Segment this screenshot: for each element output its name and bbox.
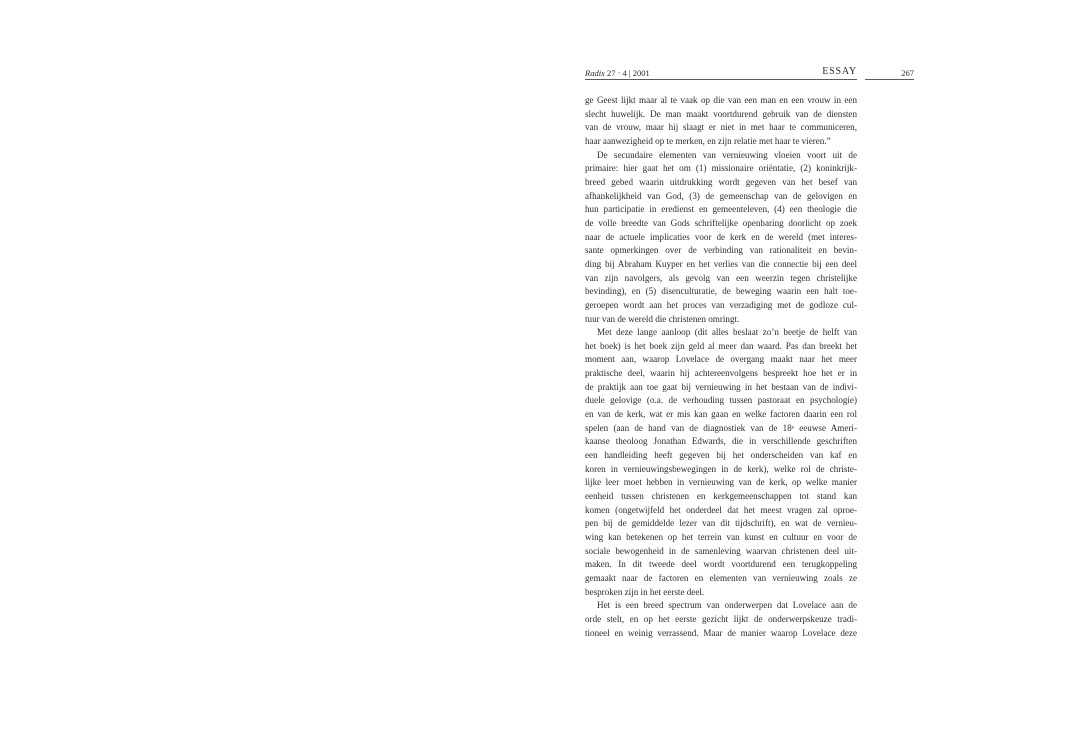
text-line: naar de actuele implicaties voor de kerk en de wereld (met interes- xyxy=(585,231,857,242)
header-rule xyxy=(585,79,857,80)
section-label: ESSAY xyxy=(822,66,857,77)
text-line: moment aan, waarop Lovelace de overgang maakt naar het meer xyxy=(585,354,857,365)
text-line: orde stelt, en op het eerste gezicht lijkt de onderwerpskeuze tradi- xyxy=(585,613,857,624)
text-line: de volle breedte van Gods schriftelijke openbaring doorlicht op zoek xyxy=(585,217,857,228)
text-line: afhankelijkheid van God, (3) de gemeenschap van de gelovigen en xyxy=(585,190,857,201)
text-line: slecht huwelijk. De man maakt voortdurend gebruik van de diensten xyxy=(585,108,857,119)
text-line: haar aanwezigheid op te merken, en zijn relatie met haar te vieren.” xyxy=(585,135,831,146)
text-line: bevinding), en (5) disenculturatie, de beweging waarin een halt toe- xyxy=(585,286,857,297)
text-line: geroepen wordt aan het proces van verzadiging met de godloze cul- xyxy=(585,299,857,310)
text-line: Het is een breed spectrum van onderwerpen dat Lovelace aan de xyxy=(597,600,857,611)
journal-title: Radix xyxy=(585,68,605,78)
text-line: duele gelovige (o.a. de verhouding tussen pastoraat en psychologie) xyxy=(585,395,857,406)
text-line: pen bij de gemiddelde lezer van dit tijdschrift), en wat de vernieu- xyxy=(585,518,857,529)
text-line: kaanse theoloog Jonathan Edwards, die in verschillende geschriften xyxy=(585,436,857,447)
text-line: tioneel en weinig verrassend. Maar de manier waarop Lovelace deze xyxy=(585,627,857,638)
text-line: Met deze lange aanloop (dit alles beslaat zo’n beetje de helft van xyxy=(597,327,857,338)
text-line: eenheid tussen christenen en kerkgemeenschappen tot stand kan xyxy=(585,491,857,502)
header-rule-page-number xyxy=(865,79,914,80)
text-line: lijke leer moet hebben in vernieuwing van de kerk, op welke manier xyxy=(585,477,857,488)
text-line: en van de kerk, wat er mis kan gaan en welke factoren daarin een rol xyxy=(585,409,857,420)
text-line: hun participatie in eredienst en gemeenteleven, (4) een theologie die xyxy=(585,204,857,215)
text-line: het boek) is het boek zijn geld al meer dan waard. Pas dan breekt het xyxy=(585,340,857,351)
text-line: wing kan betekenen op het terrein van kunst en cultuur en voor de xyxy=(585,532,857,542)
journal-reference xyxy=(585,67,650,79)
text-line: maken. In dit tweede deel wordt voortdurend een terugkoppeling xyxy=(585,559,857,570)
page-number: 267 xyxy=(901,68,914,78)
text-line: sante opmerkingen over de verbinding van rationaliteit en bevin- xyxy=(585,245,857,256)
text-line: De secundaire elementen van vernieuwing vloeien voort uit de xyxy=(597,149,857,160)
text-line: komen (ongetwijfeld het onderdeel dat het meest vragen zal oproe- xyxy=(585,504,857,515)
text-line: een handleiding heeft gegeven bij het onderscheiden van kaf en xyxy=(585,450,857,461)
text-line: ding bij Abraham Kuyper en het verlies van die connectie bij een deel xyxy=(585,258,857,269)
text-line: tuur van de wereld die christenen omringt. xyxy=(585,313,740,324)
text-line: gemaakt naar de factoren en elementen van vernieuwing zoals ze xyxy=(585,572,857,583)
text-line: primaire: hier gaat het om (1) missionaire oriëntatie, (2) koninkrijk- xyxy=(585,163,857,174)
text-line: van zijn navolgers, als gevolg van een weerzin tegen christelijke xyxy=(585,272,857,283)
text-line: sociale bewogenheid in de samenleving waarvan christenen deel uit- xyxy=(585,545,857,556)
text-line: de praktijk aan toe gaat bij vernieuwing in het bestaan van de indivi- xyxy=(585,381,857,392)
text-line: breed gebed waarin uitdrukking wordt gegeven van het besef van xyxy=(585,176,857,187)
text-line: praktische deel, waarin hij achtereenvolgens bespreekt hoe het er in xyxy=(585,368,857,379)
text-line: koren in vernieuwingsbewegingen in de kerk), welke rol de christe- xyxy=(585,463,857,474)
text-line: besproken zijn in het eerste deel. xyxy=(585,586,705,597)
body-text-column xyxy=(585,94,857,654)
volume-issue-year: 27 · 4 | 2001 xyxy=(606,68,650,78)
text-line: ge Geest lijkt maar al te vaak op die van een man en een vrouw in een xyxy=(585,95,857,105)
text-line: spelen (aan de hand van de diagnostiek van de 18ᵉ eeuwse Ameri- xyxy=(585,422,857,433)
text-line: van de vrouw, maar hij slaagt er niet in met haar te communiceren, xyxy=(585,122,857,133)
